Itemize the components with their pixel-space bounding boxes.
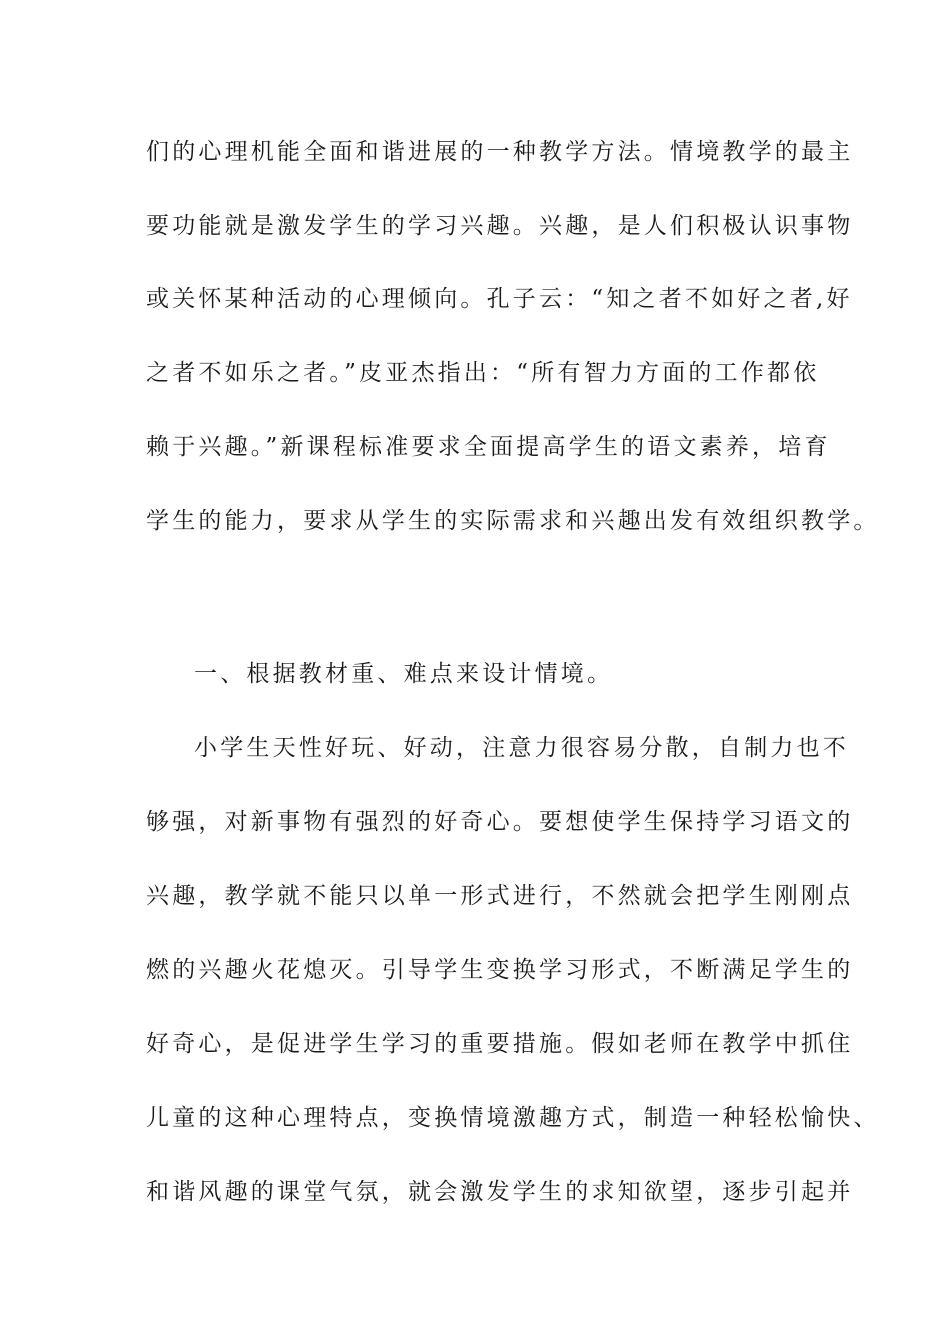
paragraph-2-line-5: 好奇心，是促进学生学习的重要措施。假如老师在教学中抓住 [146, 1031, 854, 1057]
paragraph-2-line-3: 兴趣，教学就不能只以单一形式进行，不然就会把学生刚刚点 [146, 883, 854, 909]
paragraph-2-line-7: 和谐风趣的课堂气氛，就会激发学生的求知欲望，逐步引起并 [146, 1179, 854, 1205]
paragraph-1-line-1: 们的心理机能全面和谐进展的一种教学方法。情境教学的最主 [146, 139, 854, 165]
paragraph-2-line-1: 小学生天性好玩、好动，注意力很容易分散，自制力也不 [194, 735, 849, 761]
paragraph-2-line-6: 儿童的这种心理特点，变换情境激趣方式，制造一种轻松愉快、 [146, 1105, 880, 1131]
paragraph-1-line-3: 或关怀某种活动的心理倾向。孔子云：“知之者不如好之者,好 [146, 286, 853, 312]
paragraph-1-line-6: 学生的能力，要求从学生的实际需求和兴趣出发有效组织教学。 [146, 508, 880, 534]
paragraph-1-line-2: 要功能就是激发学生的学习兴趣。兴趣，是人们积极认识事物 [146, 213, 854, 239]
paragraph-1-line-5: 赖于兴趣。”新课程标准要求全面提高学生的语文素养，培育 [146, 434, 831, 460]
paragraph-1-line-4: 之者不如乐之者。”皮亚杰指出：“所有智力方面的工作都依 [146, 360, 820, 386]
paragraph-2-line-4: 燃的兴趣火花熄灭。引导学生变换学习形式，不断满足学生的 [146, 957, 854, 983]
section-heading: 一、根据教材重、难点来设计情境。 [194, 661, 614, 687]
paragraph-2-line-2: 够强，对新事物有强烈的好奇心。要想使学生保持学习语文的 [146, 809, 854, 835]
